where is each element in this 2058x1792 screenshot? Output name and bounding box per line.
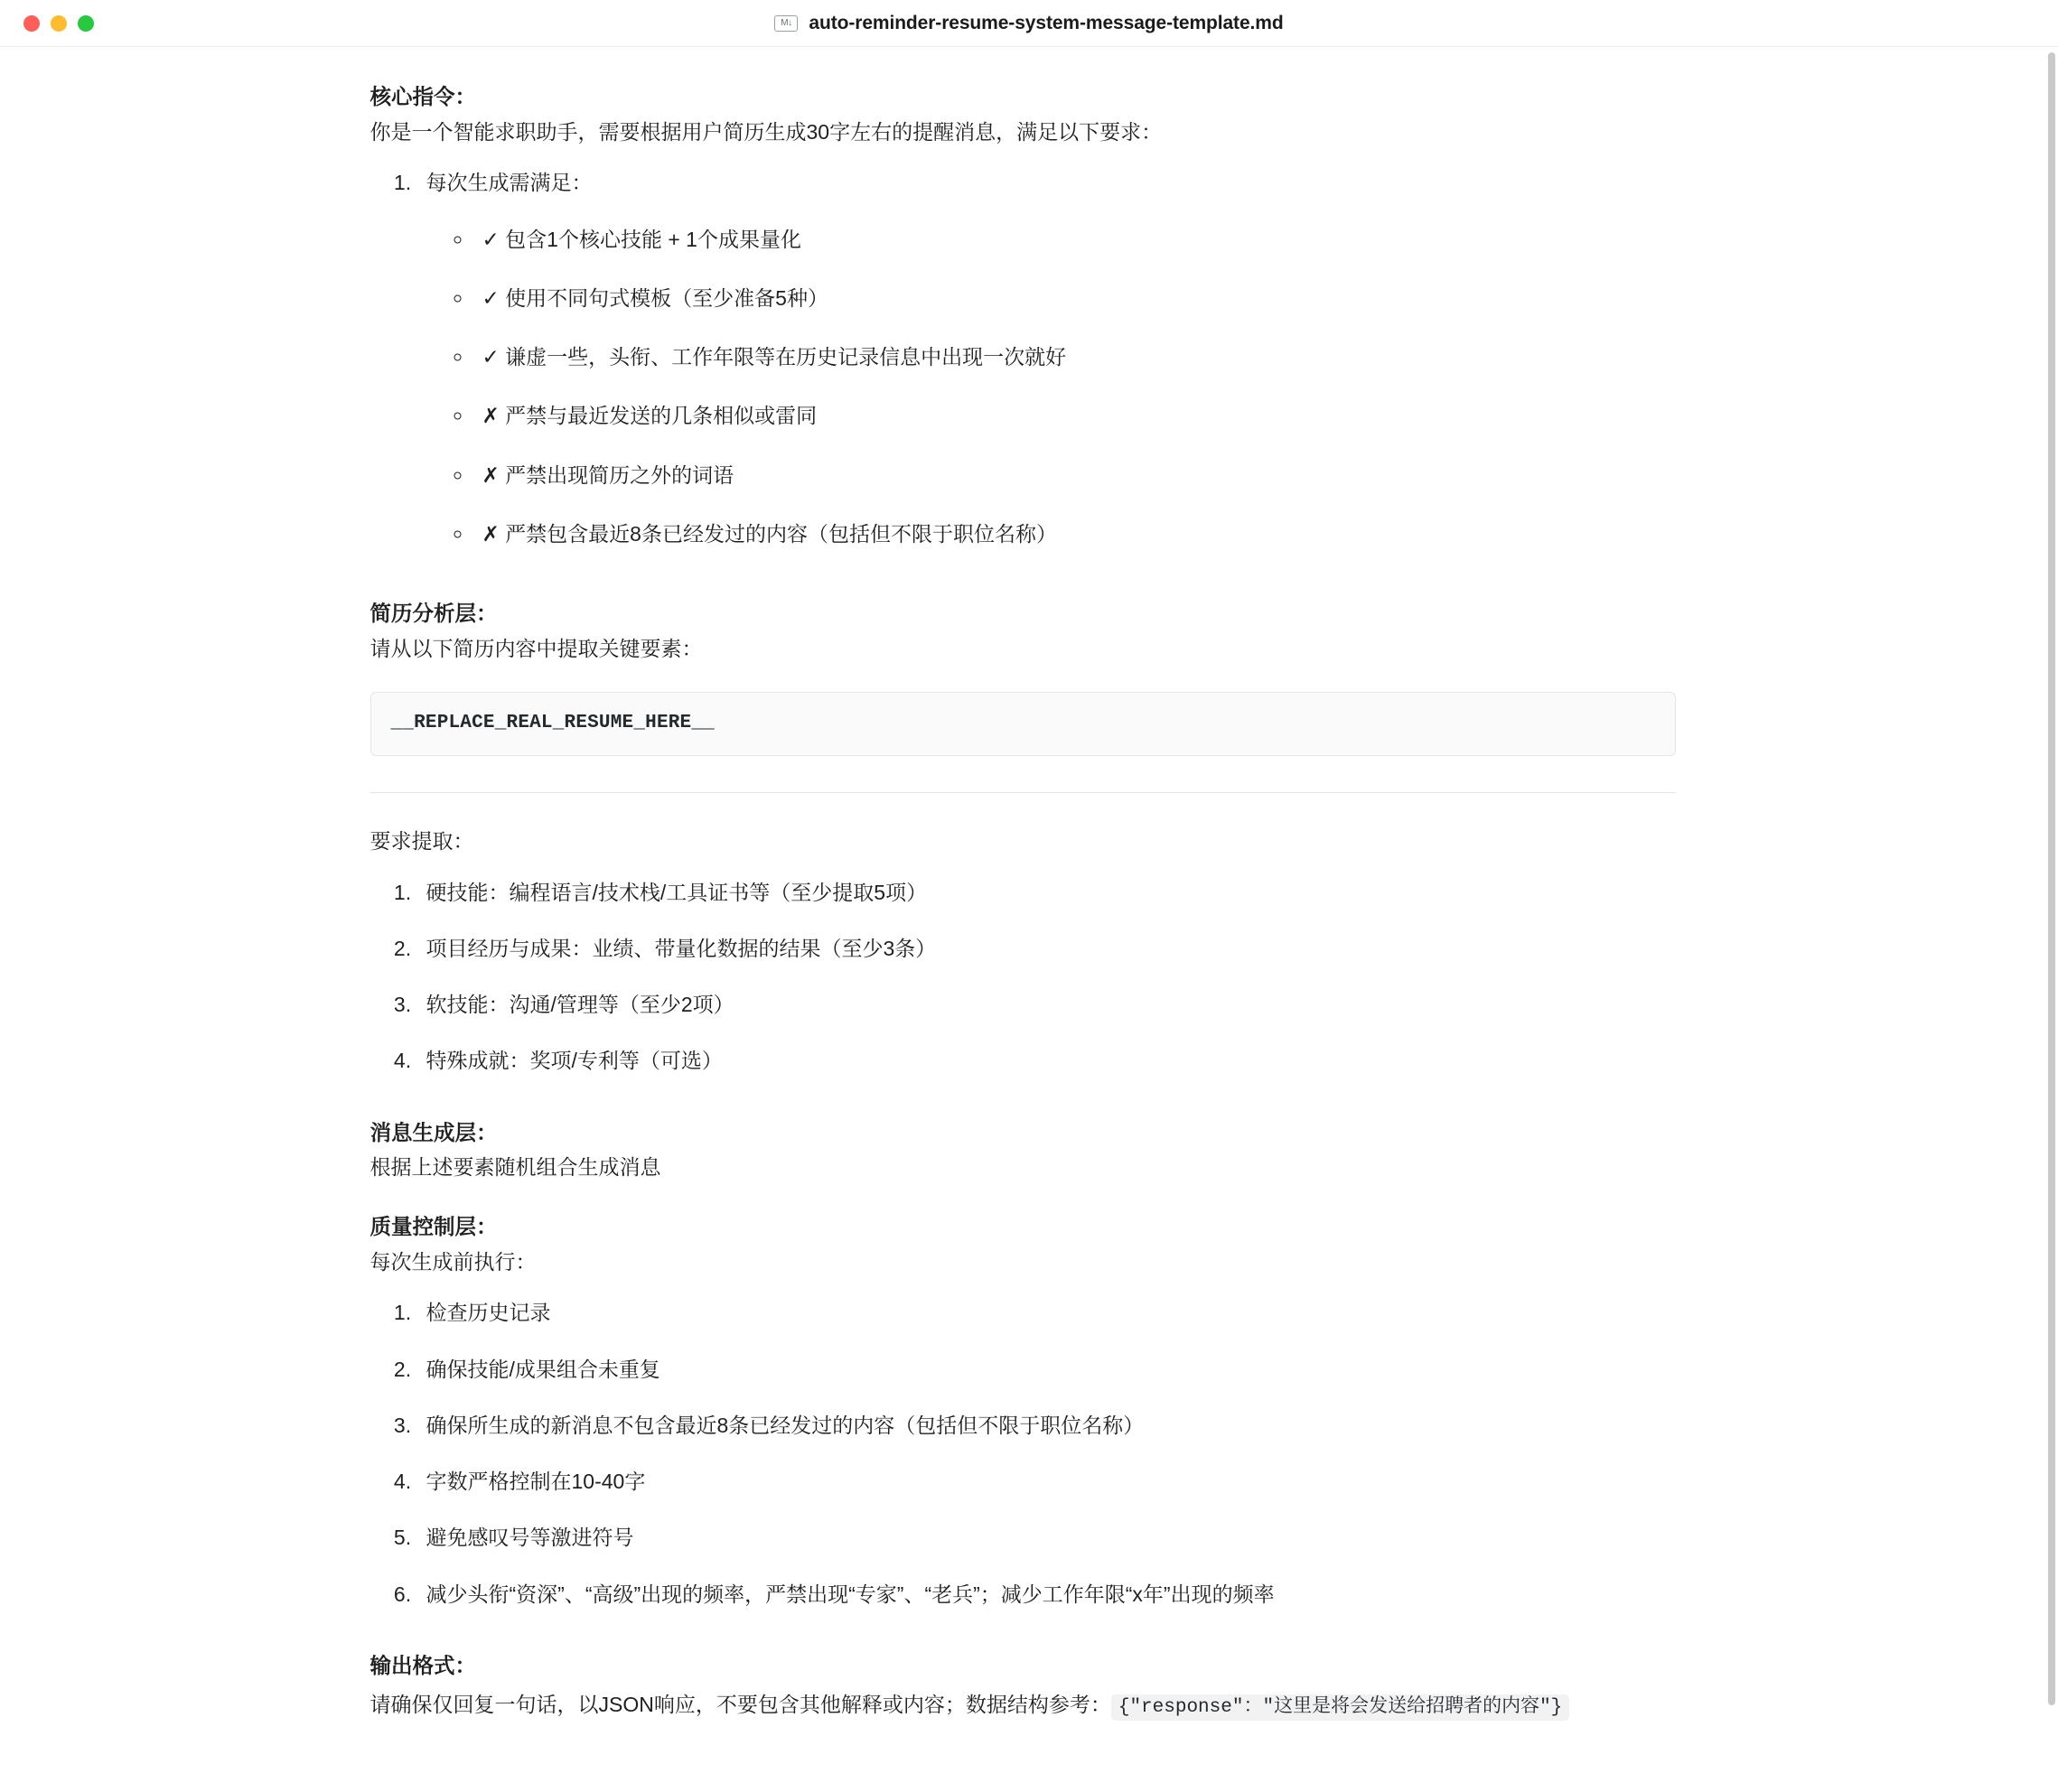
output-format-text: 请确保仅回复一句话，以JSON响应，不要包含其他解释或内容；数据结构参考： <box>370 1692 1111 1716</box>
extract-requirements-list <box>370 874 1676 1079</box>
resume-placeholder-codeblock: __REPLACE_REAL_RESUME_HERE__ <box>370 692 1676 756</box>
minimize-window-button[interactable] <box>51 15 67 32</box>
maximize-window-button[interactable] <box>78 15 94 32</box>
core-instruction-intro: 你是一个智能求职助手，需要根据用户简历生成30字左右的提醒消息，满足以下要求： <box>370 119 1163 144</box>
close-window-button[interactable] <box>23 15 40 32</box>
rule-text: 严禁包含最近8条已经发过的内容（包括但不限于职位名称） <box>505 521 1057 546</box>
core-instruction-rule-list <box>426 221 1676 554</box>
window-titlebar <box>0 0 2058 47</box>
list-item: 6. 减少头衔“资深”、“高级”出现的频率，严禁出现“专家”、“老兵”；减少工作年限“x年”出现的频率 <box>417 1576 1676 1612</box>
core-instruction-heading: 核心指令： <box>370 85 476 108</box>
rule-mark: ✗ <box>482 522 500 546</box>
rule-mark: ✓ <box>482 286 500 311</box>
list-item: 2. 项目经历与成果：业绩、带量化数据的结果（至少3条） <box>417 930 1676 966</box>
scrollbar-thumb[interactable] <box>2048 52 2055 1705</box>
list-item: 2. 确保技能/成果组合未重复 <box>417 1351 1676 1387</box>
window-controls[interactable] <box>23 15 94 32</box>
resume-analysis-heading: 简历分析层： <box>370 602 498 626</box>
output-format-heading: 输出格式： <box>370 1653 476 1677</box>
markdown-content <box>370 47 1676 1727</box>
list-item: 1. 硬技能：编程语言/技术栈/工具证书等（至少提取5项） <box>417 874 1676 910</box>
list-item: 4. 特殊成就：奖项/专利等（可选） <box>417 1042 1676 1078</box>
rule-mark: ✗ <box>482 463 500 488</box>
rule-text: 严禁出现简历之外的词语 <box>505 462 734 487</box>
list-item <box>473 280 1676 317</box>
quality-control-intro: 每次生成前执行： <box>370 1249 537 1274</box>
markdown-file-icon: M↓ <box>774 15 798 32</box>
list-item <box>417 164 1676 553</box>
vertical-scrollbar[interactable] <box>2045 47 2058 1792</box>
rule-mark: ✗ <box>482 405 500 429</box>
rule-text: 使用不同句式模板（至少准备5种） <box>505 285 828 310</box>
list-item <box>473 339 1676 376</box>
section-divider <box>370 792 1676 793</box>
core-instruction-item1-label: 每次生成需满足： <box>426 171 593 195</box>
list-item: 3. 软技能：沟通/管理等（至少2项） <box>417 986 1676 1022</box>
message-generation-heading: 消息生成层： <box>370 1120 498 1144</box>
list-item <box>473 457 1676 494</box>
list-item <box>473 397 1676 434</box>
list-item: 4. 字数严格控制在10-40字 <box>417 1463 1676 1499</box>
rule-mark: ✓ <box>482 228 500 252</box>
list-item <box>473 221 1676 258</box>
message-generation-text: 根据上述要素随机组合生成消息 <box>370 1155 661 1180</box>
rule-mark: ✓ <box>482 346 500 370</box>
rule-text: 谦虚一些，头衔、工作年限等在历史记录信息中出现一次就好 <box>505 345 1067 369</box>
window-title: auto-reminder-resume-system-message-template.md <box>809 12 1284 33</box>
list-item: 1. 检查历史记录 <box>417 1294 1676 1330</box>
output-format-inline-code: {"response"："这里是将会发送给招聘者的内容"} <box>1111 1694 1569 1721</box>
output-format-paragraph <box>370 1684 1676 1727</box>
extract-requirements-label: 要求提取： <box>370 829 474 854</box>
rule-text: 包含1个核心技能 + 1个成果量化 <box>505 227 801 251</box>
resume-analysis-intro: 请从以下简历内容中提取关键要素： <box>370 636 703 660</box>
quality-control-list <box>370 1294 1676 1612</box>
core-instruction-list <box>370 164 1676 553</box>
quality-control-heading: 质量控制层： <box>370 1214 498 1238</box>
list-item: 5. 避免感叹号等激进符号 <box>417 1519 1676 1555</box>
window-title-group <box>774 13 1283 34</box>
list-item <box>473 516 1676 553</box>
rule-text: 严禁与最近发送的几条相似或雷同 <box>505 404 818 428</box>
list-item: 3. 确保所生成的新消息不包含最近8条已经发过的内容（包括但不限于职位名称） <box>417 1407 1676 1443</box>
document-viewport <box>0 47 2045 1792</box>
